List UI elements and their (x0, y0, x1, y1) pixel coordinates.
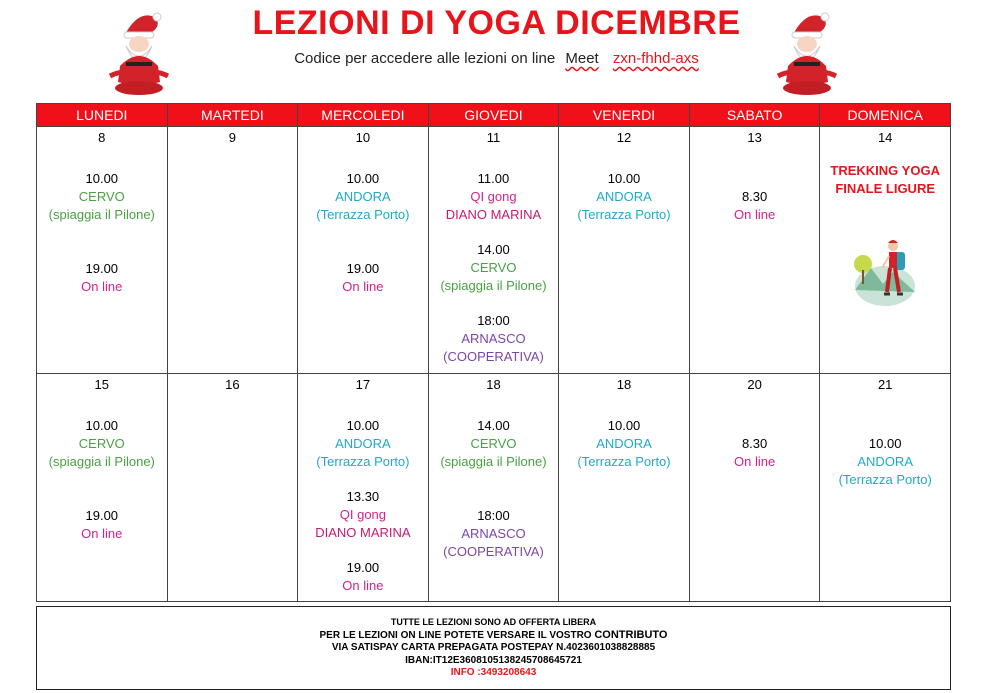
day-number: 20 (747, 377, 762, 392)
lesson-location: On line (342, 578, 384, 593)
lesson-time: 19.00 (85, 508, 119, 523)
weekday-header-row (37, 104, 951, 127)
lesson-sublocation: (spiaggia il Pilone) (440, 454, 547, 469)
lesson-location: QI gong (339, 507, 387, 522)
subtitle-text: Codice per accedere alle lezioni on line (294, 50, 556, 67)
lesson-entry (559, 170, 689, 224)
calendar-day-cell (559, 374, 690, 602)
day-number: 18 (486, 377, 501, 392)
lesson-entry (37, 260, 167, 296)
page-title: LEZIONI DI YOGA DICEMBRE (252, 4, 741, 42)
calendar-day-cell (428, 374, 559, 602)
calendar-day-cell (37, 127, 168, 374)
weekday-header: GIOVEDI (428, 104, 559, 127)
lesson-entry (429, 241, 559, 295)
day-number: 13 (747, 130, 762, 145)
lesson-sublocation: DIANO MARINA (445, 207, 542, 222)
weekday-header: LUNEDI (37, 104, 168, 127)
footer-contribution-word: CONTRIBUTO (594, 628, 668, 641)
lesson-time: 10.00 (868, 436, 902, 451)
lesson-location: On line (81, 526, 123, 541)
lesson-time: 19.00 (346, 261, 380, 276)
calendar-day-cell (167, 127, 298, 374)
calendar-day-cell (37, 374, 168, 602)
lesson-entry (298, 170, 428, 224)
lesson-location: On line (81, 279, 123, 294)
calendar-day-cell (820, 127, 951, 374)
lesson-time: 13.30 (346, 489, 380, 504)
lesson-sublocation: (Terrazza Porto) (577, 207, 671, 222)
lesson-entry (298, 260, 428, 296)
lesson-sublocation: (Terrazza Porto) (316, 454, 410, 469)
footer-info-phone: INFO :3493208643 (450, 667, 537, 678)
lesson-location: On line (342, 279, 384, 294)
payment-info-box (36, 606, 951, 690)
lesson-location: ANDORA (335, 436, 391, 451)
lesson-entry (37, 170, 167, 224)
calendar-week-row (37, 374, 951, 602)
lesson-sublocation: (Terrazza Porto) (577, 454, 671, 469)
calendar-day-cell (559, 127, 690, 374)
santa-yoga-icon (106, 6, 172, 98)
hiker-illustration-icon (820, 234, 950, 310)
lesson-entry (820, 435, 950, 489)
lesson-entry (298, 559, 428, 595)
lesson-time: 10.00 (85, 418, 119, 433)
lesson-entry (690, 188, 820, 224)
calendar-day-cell (689, 127, 820, 374)
lesson-sublocation: (Terrazza Porto) (316, 207, 410, 222)
lesson-entry (429, 507, 559, 561)
lesson-entry (298, 417, 428, 471)
lesson-location: On line (733, 454, 776, 469)
calendar-day-cell (298, 127, 429, 374)
lesson-time: 10.00 (607, 171, 641, 186)
day-number: 8 (98, 130, 106, 145)
lesson-location: ANDORA (857, 454, 913, 469)
lesson-location: ARNASCO (461, 526, 526, 541)
lesson-sublocation: (COOPERATIVA) (443, 544, 544, 559)
lesson-time: 10.00 (85, 171, 119, 186)
lesson-time: 8.30 (741, 189, 768, 204)
weekday-header: VENERDI (559, 104, 690, 127)
lesson-entry (429, 170, 559, 224)
lesson-location: CERVO (78, 436, 125, 451)
lesson-entry (690, 435, 820, 471)
meet-code[interactable]: zxn-fhhd-axs (612, 50, 699, 67)
lesson-entry (820, 162, 950, 198)
lesson-entry (429, 417, 559, 471)
day-number: 21 (877, 377, 893, 392)
footer-line: VIA SATISPAY CARTA PREPAGATA POSTEPAY N.4023601038828885 (331, 642, 656, 653)
lesson-time: 11.00 (477, 171, 510, 186)
calendar-day-cell (428, 127, 559, 374)
day-number: 9 (228, 130, 236, 145)
calendar-day-cell (298, 374, 429, 602)
weekday-header: MARTEDI (167, 104, 298, 127)
lesson-time: 8.30 (741, 436, 768, 451)
lesson-time: 10.00 (346, 171, 380, 186)
weekday-header: SABATO (689, 104, 820, 127)
calendar-day-cell (689, 374, 820, 602)
lesson-entry (37, 507, 167, 543)
lesson-sublocation: FINALE LIGURE (835, 181, 936, 196)
footer-line-text: PER LE LEZIONI ON LINE POTETE VERSARE IL VOSTRO (319, 629, 592, 641)
lesson-sublocation: (spiaggia il Pilone) (48, 207, 155, 222)
lesson-location: ANDORA (335, 189, 391, 204)
lesson-location: ANDORA (596, 189, 652, 204)
lesson-time: 19.00 (346, 560, 380, 575)
lesson-location: ARNASCO (461, 331, 526, 346)
footer-line: TUTTE LE LEZIONI SONO AD OFFERTA LIBERA (390, 617, 597, 627)
lesson-entry (298, 488, 428, 542)
day-number: 15 (94, 377, 110, 392)
day-number: 18 (616, 377, 632, 392)
lesson-location: TREKKING YOGA (830, 163, 940, 178)
lesson-sublocation: (Terrazza Porto) (838, 472, 932, 487)
lesson-time: 18:00 (477, 508, 510, 523)
calendar-day-cell (820, 374, 951, 602)
lesson-time: 14.00 (477, 242, 510, 257)
day-number: 14 (877, 130, 893, 145)
lesson-entry (429, 312, 559, 366)
lesson-entry (559, 417, 689, 471)
day-number: 16 (225, 377, 240, 392)
footer-line (37, 629, 950, 643)
lesson-sublocation: (spiaggia il Pilone) (48, 454, 155, 469)
day-number: 10 (355, 130, 371, 145)
lesson-location: CERVO (78, 189, 125, 204)
lesson-location: CERVO (470, 260, 517, 275)
lesson-location: On line (733, 207, 776, 222)
lesson-time: 10.00 (346, 418, 380, 433)
day-number: 12 (616, 130, 632, 145)
lesson-sublocation: (COOPERATIVA) (443, 349, 544, 364)
lesson-time: 19.00 (85, 261, 119, 276)
weekday-header: DOMENICA (820, 104, 951, 127)
meet-label: Meet (565, 50, 599, 67)
calendar-day-cell (167, 374, 298, 602)
day-number: 11 (486, 130, 501, 145)
lesson-location: ANDORA (596, 436, 652, 451)
day-number: 17 (355, 377, 371, 392)
footer-iban: IBAN:IT12E3608105138245708645721 (405, 654, 582, 666)
lesson-location: CERVO (470, 436, 517, 451)
lesson-time: 14.00 (477, 418, 510, 433)
lesson-sublocation: (spiaggia il Pilone) (440, 278, 547, 293)
schedule-calendar (36, 103, 951, 602)
lesson-time: 18:00 (477, 313, 510, 328)
lesson-entry (37, 417, 167, 471)
lesson-time: 10.00 (607, 418, 641, 433)
weekday-header: MERCOLEDI (298, 104, 429, 127)
lesson-sublocation: DIANO MARINA (315, 525, 411, 540)
lesson-location: QI gong (470, 189, 517, 204)
calendar-week-row (37, 127, 951, 374)
santa-yoga-icon (774, 6, 840, 98)
